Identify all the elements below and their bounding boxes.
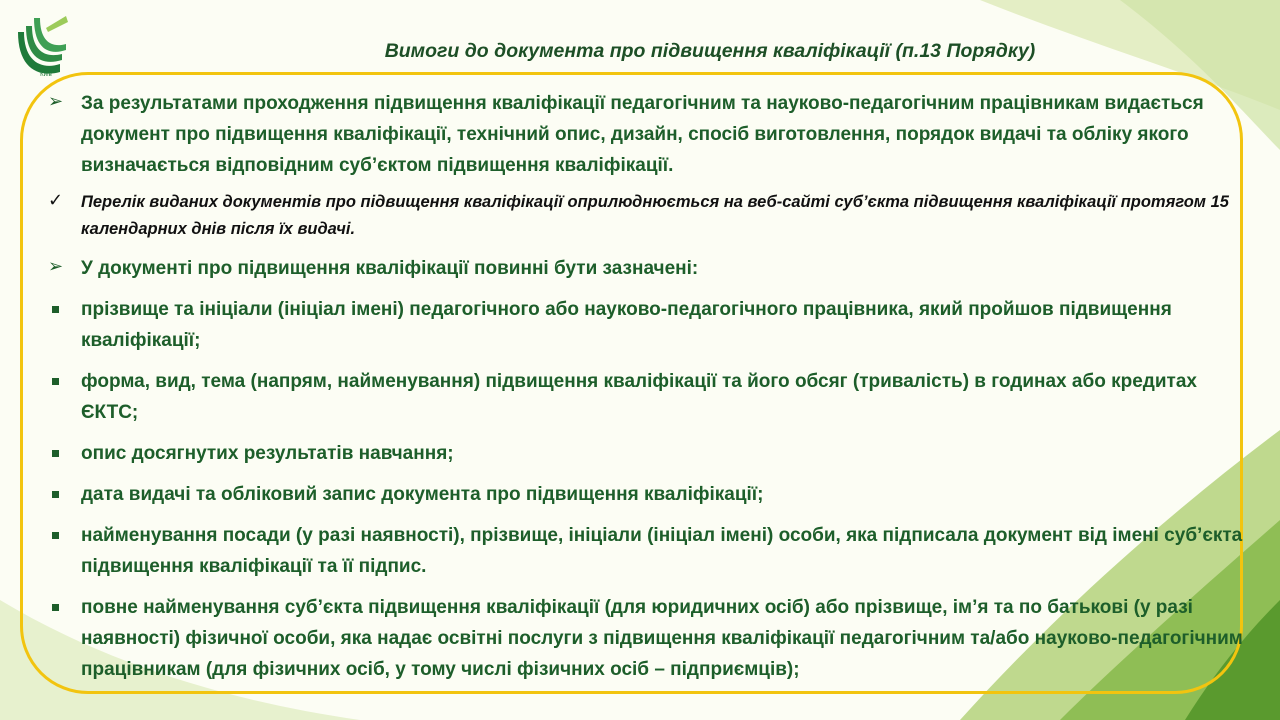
logo-text: Київ bbox=[40, 72, 52, 78]
list-item: ➢ У документі про підвищення кваліфікації повинні бути зазначені: bbox=[48, 256, 699, 279]
square-bullet-icon bbox=[52, 491, 59, 498]
arrow-icon: ➢ bbox=[48, 91, 64, 111]
list-item: форма, вид, тема (напрям, найменування) підвищення кваліфікації та його обсяг (тривалість) в годинах або кредитах ЄКТС; bbox=[48, 366, 1248, 428]
square-bullet-icon bbox=[52, 306, 59, 313]
list-item: дата видачі та обліковий запис документа про підвищення кваліфікації; bbox=[48, 479, 1248, 510]
arrow-icon: ➢ bbox=[48, 256, 64, 276]
list-item: ➢ За результатами проходження підвищення кваліфікації педагогічним та науково-педагогічним працівникам видається документ про підвищення кваліфікації, технічний опис, дизайн, спосіб виготовлення, порядок видачі та обліку якого визначається відповідним суб’єктом підвищення кваліфікації. bbox=[48, 91, 1204, 176]
list-item: опис досягнутих результатів навчання; bbox=[48, 438, 1248, 469]
content-list bbox=[48, 88, 1248, 685]
square-bullet-icon bbox=[52, 450, 59, 457]
logo-icon bbox=[16, 12, 76, 80]
page-title: Вимоги до документа про підвищення кваліфікації (п.13 Порядку) bbox=[384, 40, 1036, 62]
list-item: прізвище та ініціали (ініціал імені) педагогічного або науково-педагогічного працівника, який пройшов підвищення кваліфікації; bbox=[48, 294, 1248, 356]
square-bullet-icon bbox=[52, 604, 59, 611]
square-bullet-icon bbox=[52, 378, 59, 385]
list-item: ✓ Перелік виданих документів про підвищення кваліфікації оприлюднюється на веб-сайті суб’єкта підвищення кваліфікації протягом 15 календарних днів після їх видачі. bbox=[48, 190, 1229, 238]
list-item: найменування посади (у разі наявності), прізвище, ініціали (ініціал імені) особи, яка підписала документ від імені суб’єкта підвищення кваліфікації та її підпис. bbox=[48, 520, 1248, 582]
square-bullet-icon bbox=[52, 532, 59, 539]
list-item: повне найменування суб’єкта підвищення кваліфікації (для юридичних осіб) або прізвище, ім’я та по батькові (у разі наявності) фізичної особи, яка надає освітні послуги з підвищення кваліфікації педагогічним та/або науково-педагогічним працівникам (для фізичних осіб, у тому числі фізичних осіб – підприємців); bbox=[48, 592, 1248, 685]
checkmark-icon: ✓ bbox=[48, 190, 64, 210]
